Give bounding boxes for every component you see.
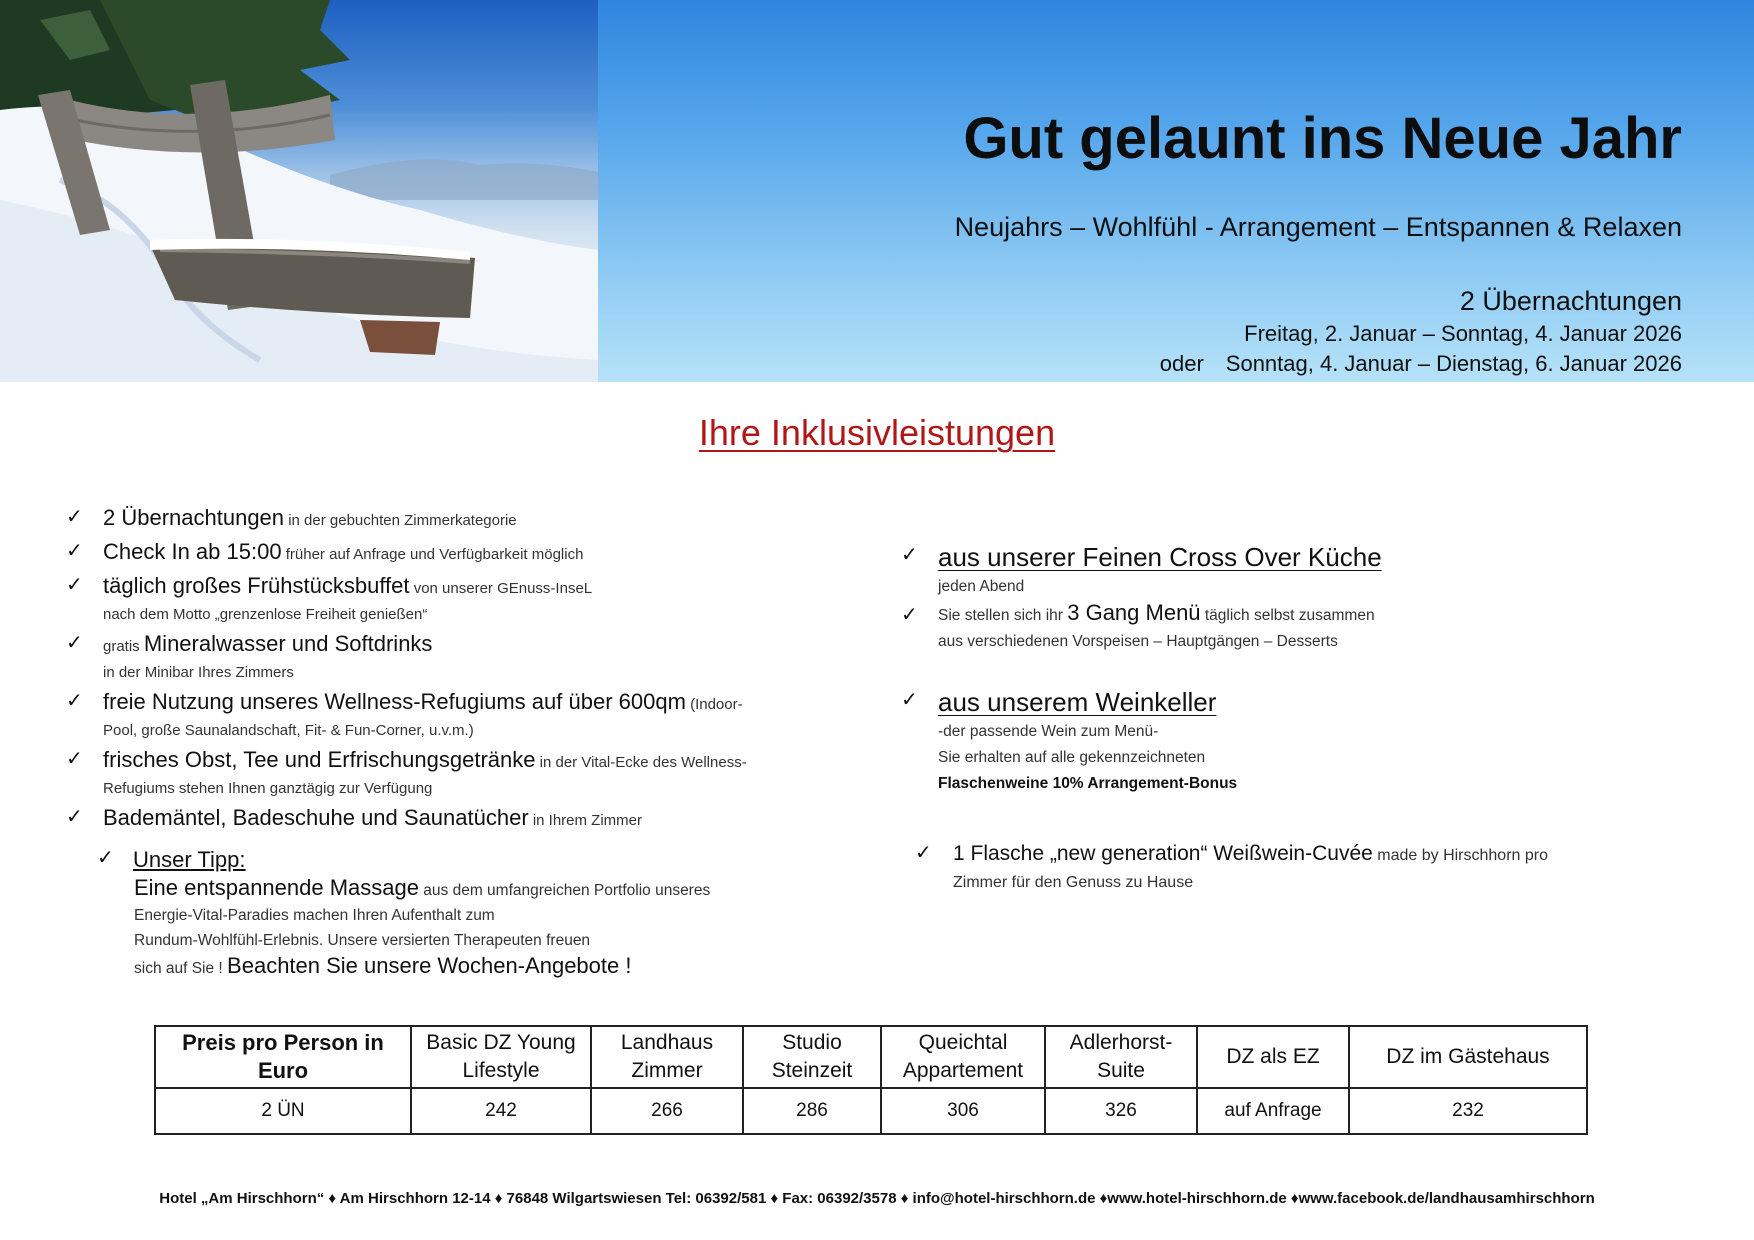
wine-item	[901, 685, 1701, 797]
item-rest: in der Vital-Ecke des Wellness-	[535, 754, 747, 771]
item-rest: in Ihrem Zimmer	[528, 812, 642, 829]
checkmark-icon: ✓	[66, 540, 83, 562]
list-item	[66, 688, 846, 743]
item-line2: nach dem Motto „grenzenlose Freiheit genießen“	[103, 606, 428, 623]
list-item	[66, 504, 846, 535]
item-pre: gratis	[103, 638, 144, 655]
price-table-header	[155, 1026, 1587, 1088]
price-cell: 232	[1349, 1088, 1587, 1134]
checkmark-icon: ✓	[915, 842, 932, 864]
tip-line2: Energie-Vital-Paradies machen Ihren Aufenthalt zum	[134, 907, 495, 924]
tip-strong: Eine entspannende Massage	[134, 875, 419, 900]
item-rest: (Indoor-	[685, 696, 743, 713]
checkmark-icon: ✓	[66, 506, 83, 528]
date-option-2-text: Sonntag, 4. Januar – Dienstag, 6. Januar 2026	[1225, 351, 1682, 376]
checkmark-icon: ✓	[901, 544, 918, 566]
header-cell: Queichtal Appartement	[881, 1026, 1045, 1088]
price-cell: 242	[411, 1088, 591, 1134]
wine-line2: Sie erhalten auf alle gekennzeichneten	[938, 749, 1206, 766]
list-item	[66, 746, 846, 801]
menu-item	[901, 600, 1701, 655]
kitchen-heading: aus unserer Feinen Cross Over Küche	[938, 542, 1382, 572]
header-banner	[0, 0, 1754, 382]
bottle-rest: made by Hirschhorn pro	[1372, 847, 1548, 864]
checkmark-icon: ✓	[66, 748, 83, 770]
bottle-line2: Zimmer für den Genuss zu Hause	[953, 874, 1194, 891]
arrangement-subtitle: Neujahrs – Wohlfühl - Arrangement – Entspannen & Relaxen	[954, 212, 1682, 242]
wine-line3: Flaschenweine 10% Arrangement-Bonus	[938, 775, 1238, 792]
header-cell: DZ im Gästehaus	[1349, 1026, 1587, 1088]
menu-line2: aus verschiedenen Vorspeisen – Hauptgängen – Desserts	[938, 633, 1338, 650]
inclusive-services-list	[66, 504, 846, 838]
checkmark-icon: ✓	[66, 806, 83, 828]
item-strong: Check In ab 15:00	[103, 539, 282, 564]
price-table	[154, 1025, 1588, 1135]
kitchen-item	[901, 540, 1701, 600]
price-cell: 326	[1045, 1088, 1197, 1134]
tip-line3: Rundum-Wohlfühl-Erlebnis. Unsere versierten Therapeuten freuen	[134, 932, 591, 949]
item-strong: Bademäntel, Badeschuhe und Saunatücher	[103, 805, 529, 830]
item-line2: Pool, große Saunalandschaft, Fit- & Fun-Corner, u.v.m.)	[103, 722, 474, 739]
item-strong: Mineralwasser und Softdrinks	[143, 631, 433, 656]
tip-line1-rest: aus dem umfangreichen Portfolio unseres	[419, 882, 711, 899]
list-item	[66, 630, 846, 685]
item-strong: frisches Obst, Tee und Erfrischungsgetränke	[103, 747, 536, 772]
snow-bench-illustration	[0, 0, 598, 382]
item-rest: früher auf Anfrage und Verfügbarkeit möglich	[281, 546, 584, 563]
header-cell: DZ als EZ	[1197, 1026, 1349, 1088]
date-option-2	[1160, 351, 1682, 377]
list-item	[66, 538, 846, 569]
checkmark-icon: ✓	[901, 604, 918, 626]
checkmark-icon: ✓	[97, 847, 114, 869]
menu-rest: täglich selbst zusammen	[1200, 607, 1375, 624]
menu-strong: 3 Gang Menü	[1067, 600, 1201, 625]
wine-heading: aus unserem Weinkeller	[938, 687, 1217, 717]
item-line2: Refugiums stehen Ihnen ganztägig zur Verfügung	[103, 780, 433, 797]
item-rest: in der gebuchten Zimmerkategorie	[284, 512, 517, 529]
kitchen-sub: jeden Abend	[938, 578, 1025, 595]
wine-line1: -der passende Wein zum Menü-	[938, 723, 1159, 740]
item-strong: 2 Übernachtungen	[103, 505, 285, 530]
table-row	[155, 1088, 1587, 1134]
item-rest-big: auf über 600qm	[525, 689, 686, 714]
list-item	[66, 804, 846, 835]
checkmark-icon: ✓	[901, 689, 918, 711]
tip-line4-pre: sich auf Sie !	[134, 960, 228, 977]
wine-gift-item	[915, 840, 1715, 896]
item-line2: in der Minibar Ihres Zimmers	[103, 664, 294, 681]
checkmark-icon: ✓	[66, 690, 83, 712]
nights-label: 2 Übernachtungen	[1459, 286, 1682, 316]
contact-footer: Hotel „Am Hirschhorn“ ♦ Am Hirschhorn 12-14 ♦ 76848 Wilgartswiesen Tel: 06392/581 ♦ Fax: 06392/3578 ♦ info@hotel-hirschhorn.de ♦www.hotel-hirschhorn.de ♦www.facebook.de/landhausamhirschhorn	[159, 1190, 1595, 1207]
row-label: 2 ÜN	[155, 1088, 411, 1134]
dining-section	[901, 540, 1701, 797]
item-strong: täglich großes Frühstücksbuffet	[103, 573, 410, 598]
inclusive-services-heading: Ihre Inklusivleistungen	[698, 412, 1056, 453]
item-strong: freie Nutzung unseres Wellness-Refugiums	[103, 689, 526, 714]
header-cell: Landhaus Zimmer	[591, 1026, 743, 1088]
header-cell: Preis pro Person in Euro	[155, 1026, 411, 1088]
list-item	[66, 572, 846, 627]
price-cell: auf Anfrage	[1197, 1088, 1349, 1134]
page-title: Gut gelaunt ins Neue Jahr	[963, 106, 1682, 171]
menu-pre: Sie stellen sich ihr	[938, 607, 1068, 624]
checkmark-icon: ✓	[66, 574, 83, 596]
tip-line4-strong: Beachten Sie unsere Wochen-Angebote !	[227, 953, 632, 978]
price-cell: 286	[743, 1088, 881, 1134]
date-option-1: Freitag, 2. Januar – Sonntag, 4. Januar 2026	[1244, 321, 1682, 346]
header-cell: Studio Steinzeit	[743, 1026, 881, 1088]
checkmark-icon: ✓	[66, 632, 83, 654]
tip-heading: Unser Tipp:	[133, 847, 246, 872]
price-cell: 306	[881, 1088, 1045, 1134]
tip-body	[97, 875, 817, 981]
header-cell: Basic DZ Young Lifestyle	[411, 1026, 591, 1088]
snowy-bench-photo	[0, 0, 598, 382]
bottle-strong: 1 Flasche „new generation“ Weißwein-Cuvée	[953, 842, 1373, 865]
header-cell: Adlerhorst-Suite	[1045, 1026, 1197, 1088]
item-rest: von unserer GEnuss-InseL	[409, 580, 593, 597]
price-cell: 266	[591, 1088, 743, 1134]
date-or-label: oder	[1159, 351, 1204, 376]
tip-box	[97, 845, 817, 981]
